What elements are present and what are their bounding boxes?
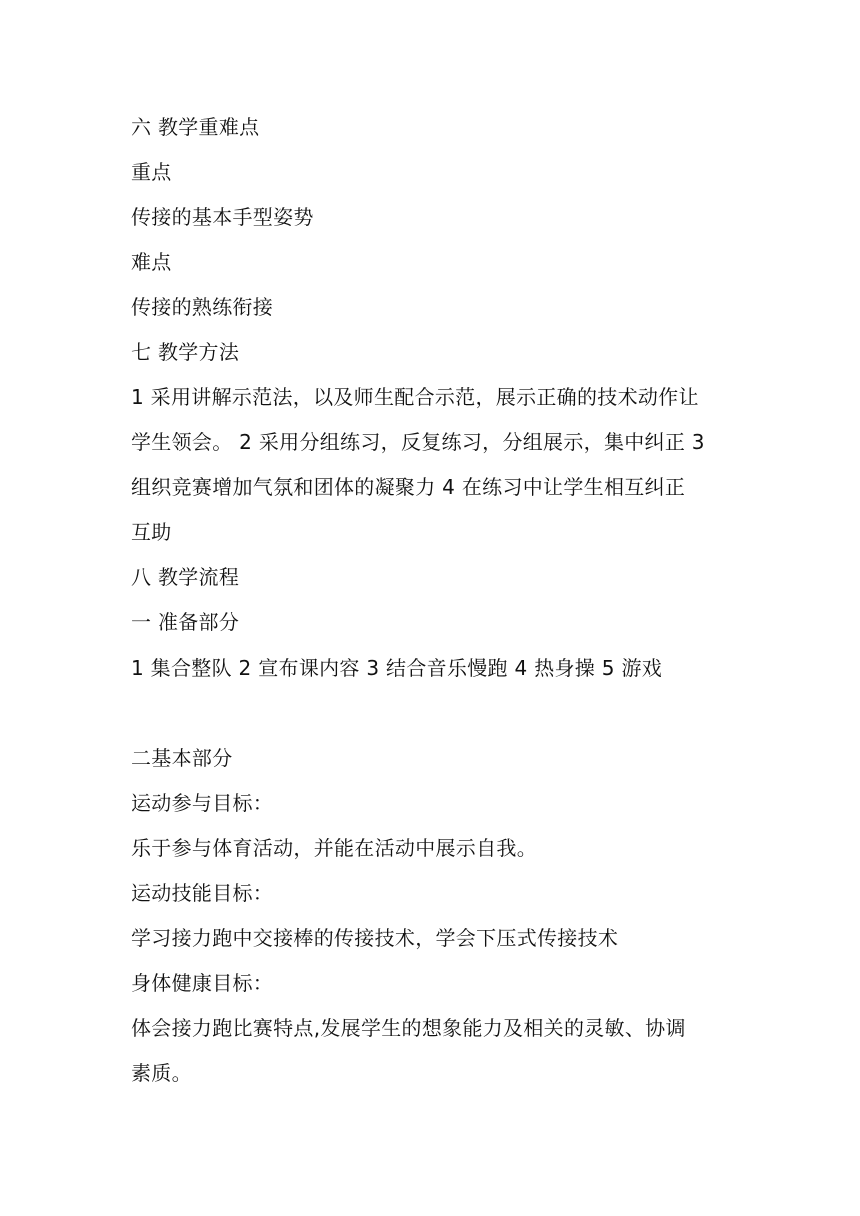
section-heading-teaching-key-points: 六 教学重难点 — [131, 115, 260, 139]
text-difficulty: 传接的熟练衔接 — [131, 295, 274, 319]
paragraph-line: 学生领会。 2 采用分组练习，反复练习，分组展示，集中纠正 3 — [131, 430, 705, 454]
text-preparation-steps: 1 集合整队 2 宣布课内容 3 结合音乐慢跑 4 热身操 5 游戏 — [131, 656, 663, 680]
paragraph-line: 组织竞赛增加气氛和团体的凝聚力 4 在练习中让学生相互纠正 — [131, 475, 686, 499]
label-participation-goal: 运动参与目标： — [131, 791, 274, 815]
paragraph-line: 互助 — [131, 520, 172, 544]
section-heading-teaching-methods: 七 教学方法 — [131, 340, 240, 364]
label-skill-goal: 运动技能目标： — [131, 881, 274, 905]
text-key-point: 传接的基本手型姿势 — [131, 205, 314, 229]
label-health-goal: 身体健康目标： — [131, 971, 274, 995]
text-skill-goal: 学习接力跑中交接棒的传接技术，学会下压式传接技术 — [131, 926, 619, 950]
text-participation-goal: 乐于参与体育活动，并能在活动中展示自我。 — [131, 836, 537, 860]
text-health-goal: 体会接力跑比赛特点,发展学生的想象能力及相关的灵敏、协调 — [131, 1016, 686, 1040]
subheading-preparation-part: 一 准备部分 — [131, 610, 240, 634]
paragraph-line: 1 采用讲解示范法，以及师生配合示范，展示正确的技术动作让 — [131, 385, 699, 409]
subheading-key-point: 重点 — [131, 160, 172, 184]
subheading-basic-part: 二基本部分 — [131, 746, 233, 770]
text-health-goal-continued: 素质。 — [131, 1061, 192, 1085]
subheading-difficulty: 难点 — [131, 250, 172, 274]
section-heading-teaching-process: 八 教学流程 — [131, 565, 240, 589]
